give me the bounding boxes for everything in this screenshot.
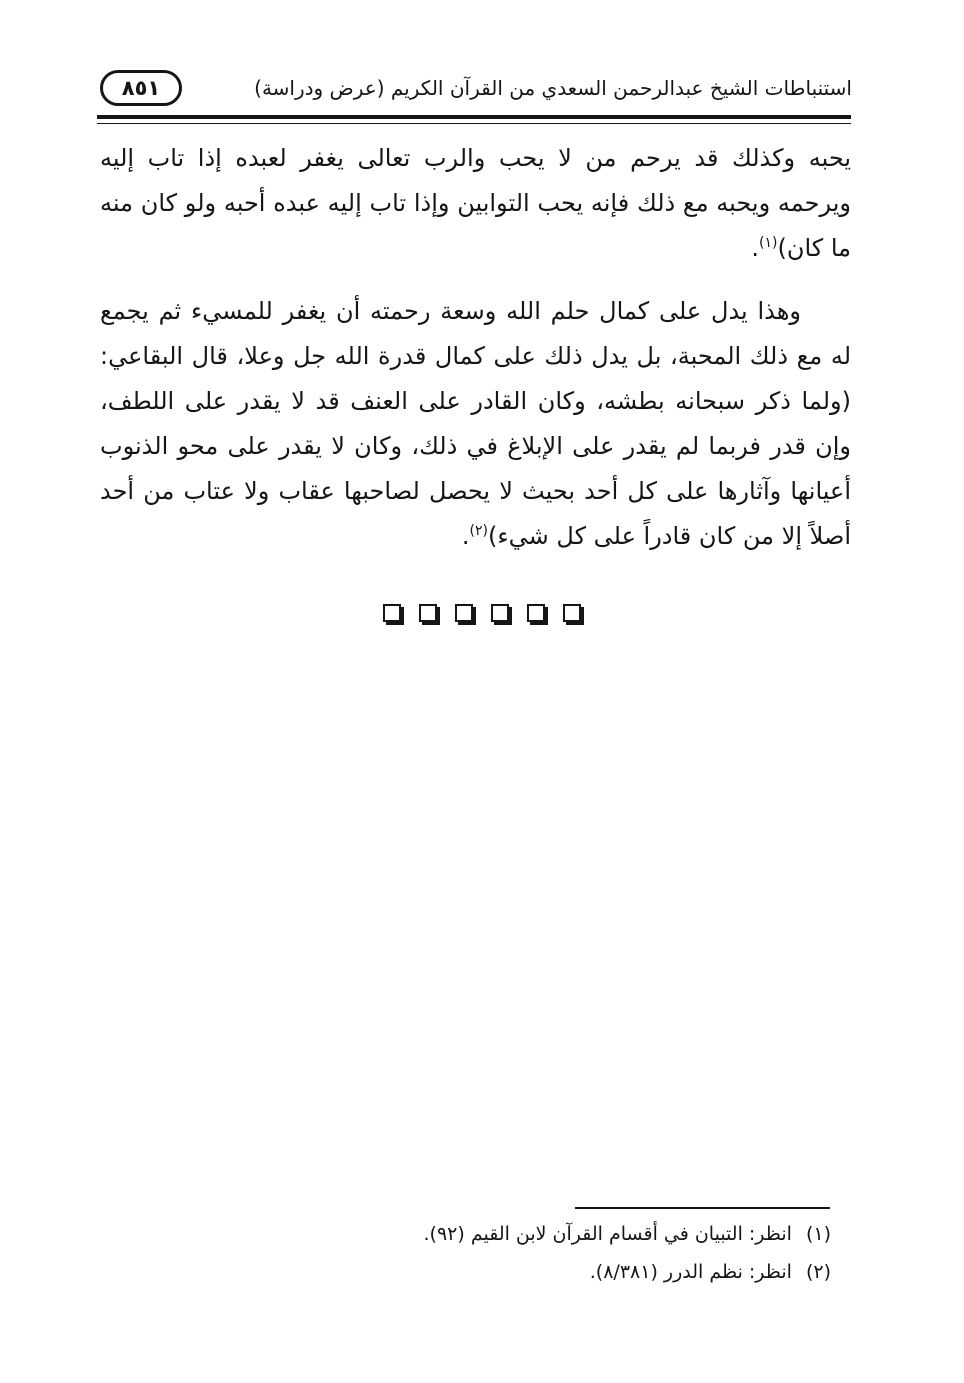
body-text xyxy=(100,136,851,559)
header-rule-thick xyxy=(97,115,851,119)
box-ornament-icon xyxy=(455,604,473,622)
footnote-ref-1: (١) xyxy=(759,235,778,251)
box-ornament-icon xyxy=(563,604,581,622)
box-ornament-icon xyxy=(383,604,401,622)
footnote-text: انظر: التبيان في أقسام القرآن لابن القيم (٩٢). xyxy=(423,1223,792,1245)
page-number-badge: ٨٥١ xyxy=(100,70,182,106)
footnote-2 xyxy=(231,1253,831,1291)
box-ornament-icon xyxy=(491,604,509,622)
paragraph-1 xyxy=(100,136,851,271)
section-separator xyxy=(0,604,964,622)
header-rule-thin xyxy=(97,123,851,124)
footnote-rule xyxy=(575,1207,830,1209)
paragraph-2-text: وهذا يدل على كمال حلم الله وسعة رحمته أن يغفر للمسيء ثم يجمع له مع ذلك المحبة، بل يدل ذلك على كمال قدرة الله جل وعلا، قال البقاعي: (ولما ذكر سبحانه بطشه، وكان القادر على العنف قد لا يقدر على اللطف، وإن قدر فربما لم يقدر على الإبلاغ في ذلك، وكان لا يقدر على محو الذنوب أعيانها وآثارها على كل أحد بحيث لا يحصل لصاحبها عقاب ولا عتاب من أحد أصلاً إلا من كان قادراً على كل شيء) xyxy=(100,297,851,550)
footnotes xyxy=(231,1215,831,1291)
footnote-number: (٢) xyxy=(805,1261,831,1283)
paragraph-2 xyxy=(100,289,851,559)
footnote-ref-2: (٢) xyxy=(469,523,489,539)
paragraph-2-end: . xyxy=(461,522,470,550)
box-ornament-icon xyxy=(419,604,437,622)
box-ornament-icon xyxy=(527,604,545,622)
footnote-number: (١) xyxy=(805,1223,831,1245)
running-title: استنباطات الشيخ عبدالرحمن السعدي من القرآن الكريم (عرض ودراسة) xyxy=(254,76,852,100)
footnote-text: انظر: نظم الدرر (٨/٣٨١). xyxy=(589,1261,792,1283)
paragraph-1-text: يحبه وكذلك قد يرحم من لا يحب والرب تعالى يغفر لعبده إذا تاب إليه ويرحمه ويحبه مع ذلك فإنه يحب التوابين وإذا تاب إليه عبده أحبه ولو كان منه ما كان) xyxy=(100,144,851,262)
footnote-1 xyxy=(231,1215,831,1253)
paragraph-1-end: . xyxy=(751,234,759,262)
